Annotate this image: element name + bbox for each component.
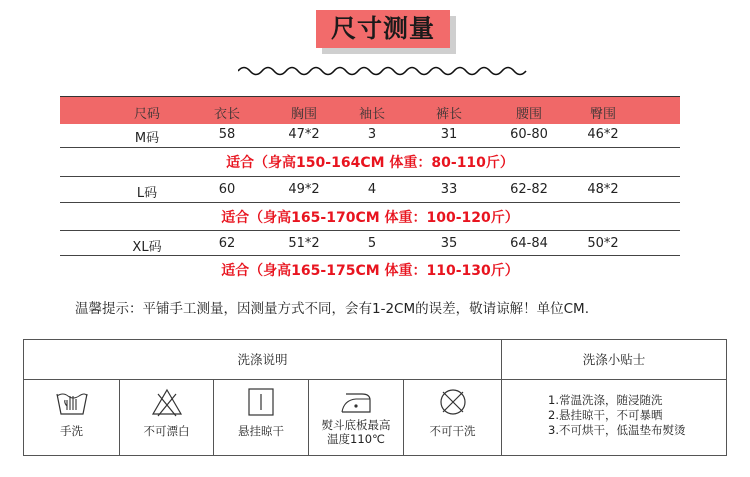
list-item: 3.不可烘干，低温垫布熨烫: [548, 423, 686, 437]
care-label: 温度110℃: [327, 432, 385, 446]
care-table: [23, 339, 727, 456]
cell-sleeve: 3: [367, 127, 377, 142]
care-item-no-dry-clean: [404, 380, 501, 455]
wave-divider: [238, 62, 530, 78]
header-size: 尺码: [133, 107, 160, 122]
care-item-iron: [309, 380, 403, 455]
care-label: 悬挂晾干: [238, 424, 284, 438]
care-label: 不可漂白: [143, 424, 190, 438]
cell-hip: 46*2: [587, 127, 619, 142]
fit-note: 适合（身高165-175CM 体重：110-130斤）: [221, 263, 519, 279]
cell-hip: 48*2: [587, 182, 619, 197]
list-item: 2.悬挂晾干，不可暴晒: [548, 408, 663, 422]
divider: [60, 202, 680, 203]
row-size: M码: [134, 131, 160, 146]
care-label: 熨斗底板最高: [321, 418, 391, 432]
divider: [60, 255, 680, 256]
cell-waist: 60-80: [510, 127, 548, 142]
no-dry-clean-icon: [435, 386, 471, 418]
row-size: XL码: [132, 240, 162, 255]
no-bleach-icon: [149, 386, 185, 418]
measurement-tip: 温馨提示：平铺手工测量，因测量方式不同，会有1-2CM的误差，敬请谅解！单位CM.: [75, 301, 589, 317]
divider: [60, 147, 680, 148]
header-length: 衣长: [213, 107, 240, 122]
cell-pants-length: 31: [440, 127, 458, 142]
hang-dry-icon: [243, 386, 279, 418]
wash-tips-list: [548, 393, 685, 438]
title-section: [0, 0, 750, 60]
cell-length: 58: [218, 127, 236, 142]
wash-tips-header: 洗涤小贴士: [502, 340, 726, 380]
cell-length: 62: [218, 236, 236, 251]
size-table-header: [60, 96, 680, 124]
header-hip: 臀围: [589, 107, 616, 122]
row-size: L码: [136, 186, 158, 201]
cell-waist: 62-82: [510, 182, 548, 197]
table-row: [60, 123, 680, 147]
list-item: 1.常温洗涤，随浸随洗: [548, 393, 663, 407]
cell-length: 60: [218, 182, 236, 197]
header-chest: 胸围: [290, 107, 317, 122]
divider: [60, 230, 680, 231]
care-item-hand-wash: [24, 380, 119, 455]
header-waist: 腰围: [515, 107, 542, 122]
care-item-hang-dry: [214, 380, 308, 455]
care-item-no-bleach: [120, 380, 213, 455]
cell-chest: 51*2: [288, 236, 320, 251]
table-row: [60, 178, 680, 202]
header-pants-length: 裤长: [435, 107, 462, 122]
table-row: [60, 232, 680, 256]
cell-pants-length: 33: [440, 182, 458, 197]
wash-instructions-header: 洗涤说明: [24, 340, 501, 380]
iron-icon: [338, 386, 374, 418]
fit-note: 适合（身高165-170CM 体重：100-120斤）: [221, 210, 519, 226]
cell-sleeve: 5: [367, 236, 377, 251]
cell-waist: 64-84: [510, 236, 548, 251]
care-label: 手洗: [60, 424, 83, 438]
header-sleeve: 袖长: [358, 107, 385, 122]
page-title: 尺寸测量: [330, 14, 435, 43]
cell-chest: 49*2: [288, 182, 320, 197]
fit-note: 适合（身高150-164CM 体重：80-110斤）: [226, 155, 514, 171]
hand-wash-icon: [54, 386, 90, 418]
cell-sleeve: 4: [367, 182, 377, 197]
cell-hip: 50*2: [587, 236, 619, 251]
divider: [501, 340, 502, 455]
divider: [60, 176, 680, 177]
care-label: 不可干洗: [429, 424, 476, 438]
cell-pants-length: 35: [440, 236, 458, 251]
cell-chest: 47*2: [288, 127, 320, 142]
